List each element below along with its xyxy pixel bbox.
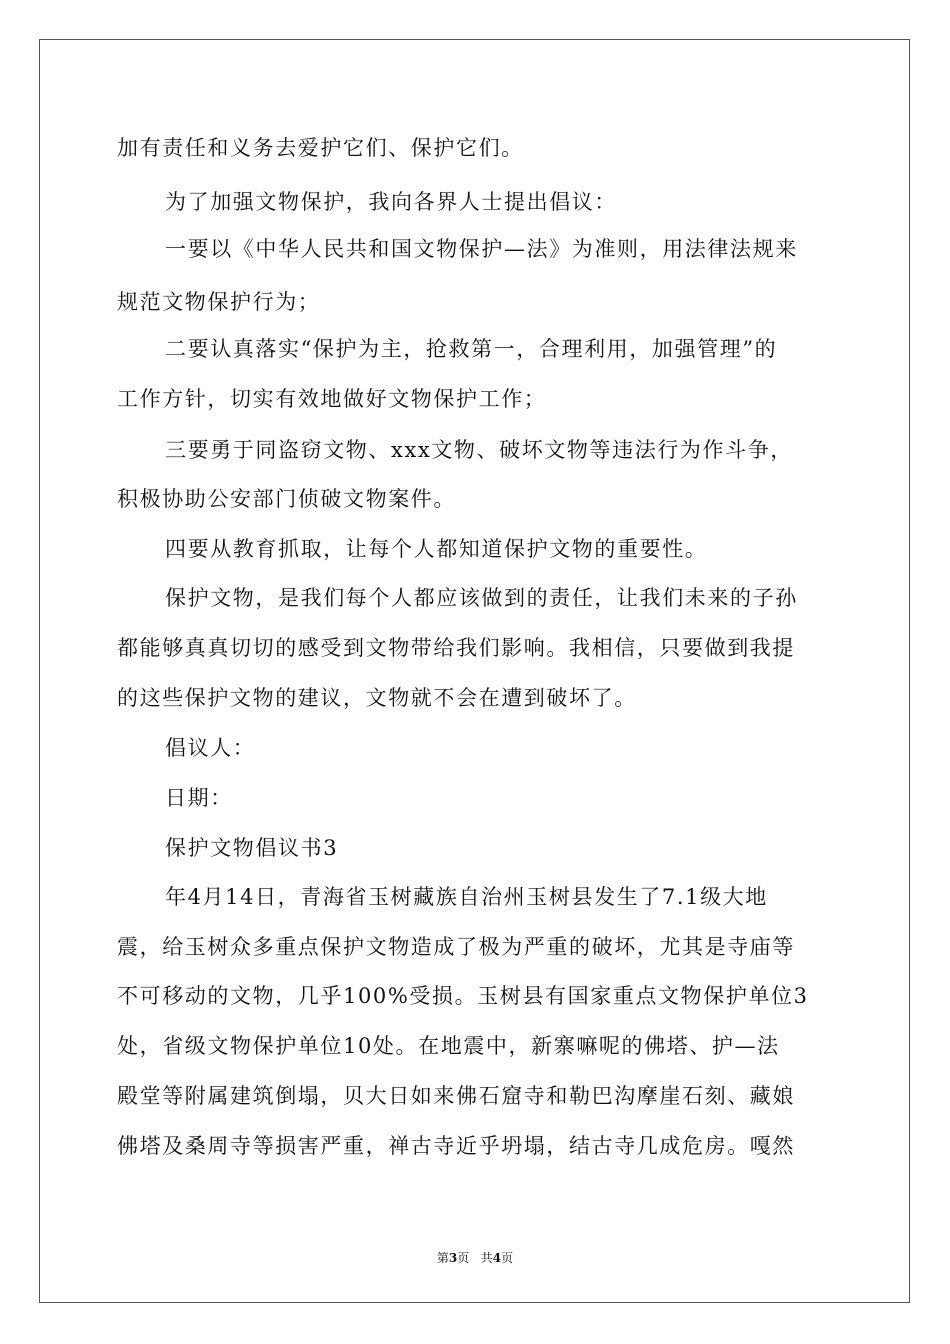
paragraph-line: 为了加强文物保护，我向各界人士提出倡议： <box>165 190 617 214</box>
paragraph-line: 积极协助公安部门侦破文物案件。 <box>117 487 456 511</box>
footer-total-unit: 页 <box>501 1251 514 1265</box>
footer-prefix: 第 <box>436 1251 449 1265</box>
paragraph-line: 二要认真落实“保护为主，抢救第一，合理利用，加强管理”的 <box>165 337 778 361</box>
paragraph-line: 不可移动的文物，几乎100%受损。玉树县有国家重点文物保护单位3 <box>117 984 809 1008</box>
paragraph-line: 年4月14日，青海省玉树藏族自治州玉树县发生了7.1级大地 <box>165 885 768 909</box>
paragraph-line: 一要以《中华人民共和国文物保护—法》为准则，用法律法规来 <box>165 237 798 261</box>
page-footer <box>0 1250 950 1266</box>
paragraph-line: 都能够真真切切的感受到文物带给我们影响。我相信，只要做到我提 <box>117 636 795 660</box>
paragraph-line: 加有责任和义务去爱护它们、保护它们。 <box>117 136 524 160</box>
paragraph-line: 保护文物，是我们每个人都应该做到的责任，让我们未来的子孙 <box>165 586 798 610</box>
paragraph-line: 工作方针，切实有效地做好文物保护工作； <box>117 387 547 411</box>
paragraph-line: 佛塔及桑周寺等损害严重，禅古寺近乎坍塌，结古寺几成危房。嘎然 <box>117 1134 795 1158</box>
current-page-number: 3 <box>448 1251 458 1265</box>
paragraph-line: 规范文物保护行为； <box>117 290 321 314</box>
paragraph-line: 三要勇于同盗窃文物、xxx文物、破坏文物等违法行为作斗争， <box>165 438 793 462</box>
signer-label: 倡议人： <box>165 736 256 760</box>
footer-total-prefix: 共 <box>480 1251 493 1265</box>
footer-page-unit: 页 <box>457 1251 470 1265</box>
date-label: 日期： <box>165 786 233 810</box>
paragraph-line: 四要从教育抓取，让每个人都知道保护文物的重要性。 <box>165 537 708 561</box>
paragraph-line: 震，给玉树众多重点保护文物造成了极为严重的破坏，尤其是寺庙等 <box>117 935 795 959</box>
section-title: 保护文物倡议书3 <box>165 836 339 860</box>
paragraph-line: 处，省级文物保护单位10处。在地震中，新寨嘛呢的佛塔、护—法 <box>117 1034 780 1058</box>
paragraph-line: 殿堂等附属建筑倒塌，贝大日如来佛石窟寺和勒巴沟摩崖石刻、藏娘 <box>117 1084 795 1108</box>
total-page-count: 4 <box>492 1251 502 1265</box>
paragraph-line: 的这些保护文物的建议，文物就不会在遭到破坏了。 <box>117 686 637 710</box>
